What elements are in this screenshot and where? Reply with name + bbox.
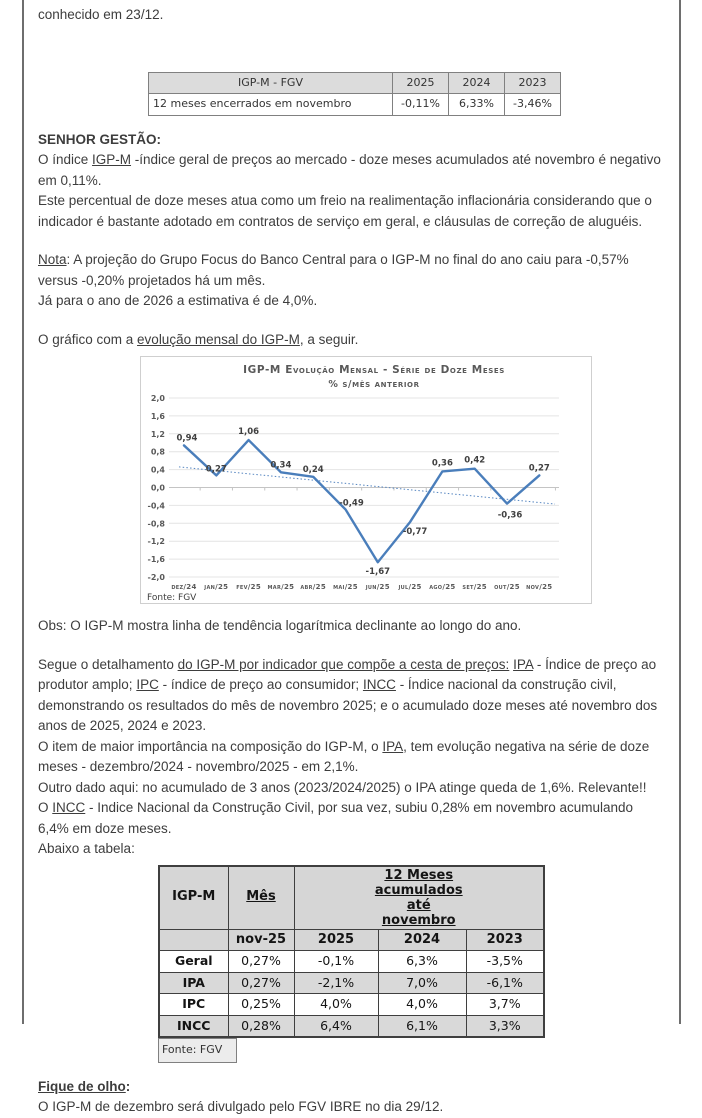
greeting-heading: SENHOR GESTÃO:: [38, 131, 162, 147]
text-segment: IGP-M: [92, 152, 132, 167]
cell: 4,0%: [294, 994, 378, 1016]
cell: -3,5%: [466, 951, 544, 973]
page-right-border: [679, 0, 681, 1024]
cell: 7,0%: [378, 972, 466, 994]
paragraph-estimativa-2026: [38, 291, 664, 312]
detail-header-12meses-lines: [295, 868, 544, 928]
detail-table-source: Fonte: FGV: [158, 1038, 237, 1063]
svg-text:nov/25: nov/25: [526, 583, 553, 591]
svg-text:IGP-M Evolução Mensal - Série: IGP-M Evolução Mensal - Série de Doze Meses: [243, 364, 505, 376]
cell: -6,1%: [466, 972, 544, 994]
summary-header-2024: 2024: [449, 72, 505, 94]
detail-subheader-nov25: nov-25: [228, 929, 294, 951]
text-segment: Segue o detalhamento: [38, 656, 178, 672]
text-segment: Outro dado aqui: no acumulado de 3 anos (2023/2024/2025) o IPA atinge queda de 1,6%. Relevante!!: [38, 779, 647, 795]
svg-text:-0,49: -0,49: [339, 498, 364, 509]
text-segment: - Índice de preço ao produtor amplo;: [38, 656, 657, 692]
svg-text:0,27: 0,27: [528, 463, 550, 474]
text-segment: -índice geral de preços ao mercado - doze meses acumulados até novembro é negativo em 0,11%.: [38, 152, 661, 188]
table-row-ipc: [159, 994, 544, 1016]
detail-subheader-row: [159, 929, 544, 951]
text-segment: O índice: [38, 152, 93, 167]
text-segment: Nota: [38, 252, 67, 267]
text-segment: Abaixo a tabela:: [38, 841, 135, 856]
svg-text:0,36: 0,36: [431, 458, 453, 469]
summary-table: [148, 72, 561, 116]
spacer: [38, 312, 664, 330]
summary-value-2023: -3,46%: [505, 94, 561, 116]
summary-header-label: IGP-M - FGV: [149, 72, 393, 94]
svg-text:dez/24: dez/24: [171, 583, 197, 591]
text-segment: : A projeção do Grupo Focus do Banco Central para o IGP-M no final do ano caiu para -0,57% versus -0,20% projetados há um mês.: [38, 252, 629, 288]
cell: 6,1%: [378, 1015, 466, 1037]
text-segment: INCC: [52, 800, 86, 815]
svg-text:ago/25: ago/25: [429, 583, 456, 591]
header-line: até: [406, 897, 431, 913]
detail-subheader-2023: 2023: [466, 929, 544, 951]
svg-text:jul/25: jul/25: [398, 583, 422, 591]
svg-text:-0,4: -0,4: [147, 501, 165, 511]
text-segment: - Indice Nacional da Construção Civil, por sua vez, subiu 0,28% em novembro acumulando 6,4% em doze meses.: [38, 800, 634, 836]
svg-text:-0,8: -0,8: [147, 519, 165, 529]
cell: -0,1%: [294, 951, 378, 973]
igpm-line-chart: [140, 356, 592, 604]
svg-text:0,94: 0,94: [176, 433, 198, 444]
document-content: [38, 0, 664, 1118]
summary-header-2025: 2025: [393, 72, 449, 94]
text-segment: IPA: [513, 656, 534, 672]
paragraph-freio-inflacionario: [38, 191, 664, 232]
svg-text:jun/25: jun/25: [365, 583, 390, 591]
page-left-border: [22, 0, 24, 1024]
svg-text:0,27: 0,27: [205, 464, 227, 475]
svg-text:mai/25: mai/25: [333, 583, 358, 591]
svg-text:fev/25: fev/25: [236, 583, 262, 591]
svg-text:2,0: 2,0: [150, 394, 165, 403]
text-segment: Fique de olho: [38, 1078, 126, 1094]
detail-header-row: [159, 866, 544, 930]
text-segment: Já para o ano de 2026 a estimativa é de 4,0%.: [38, 293, 318, 308]
text-segment: evolução mensal do IGP-M: [137, 331, 300, 347]
header-line: 12 Meses: [384, 867, 454, 883]
cell: 0,27%: [228, 972, 294, 994]
svg-text:-0,77: -0,77: [402, 526, 428, 537]
svg-text:-0,36: -0,36: [497, 510, 523, 521]
cell: 4,0%: [378, 994, 466, 1016]
svg-text:0,4: 0,4: [150, 465, 165, 475]
text-segment: , a seguir.: [299, 331, 359, 347]
svg-text:0,34: 0,34: [270, 460, 292, 471]
fique-de-olho-heading: [38, 1077, 664, 1098]
table-row-ipa: [159, 972, 544, 994]
cell: 0,25%: [228, 994, 294, 1016]
paragraph-detalhamento: [38, 655, 664, 737]
spacer: [38, 232, 664, 250]
summary-data-row: [149, 94, 561, 116]
detail-header-igpm: IGP-M: [159, 866, 228, 930]
svg-text:-1,6: -1,6: [147, 555, 165, 565]
svg-text:out/25: out/25: [494, 583, 520, 591]
paragraph-obs-tendencia: [38, 616, 664, 637]
paragraph-nota-focus: [38, 250, 664, 291]
text-segment: :: [125, 1078, 131, 1094]
svg-text:0,24: 0,24: [302, 464, 324, 475]
text-segment: - Índice nacional da construção civil, demonstrando os resultados do mês de novembro 2025; e o acumulado doze meses até novembro dos anos de 2025, 2024 e 2023.: [38, 677, 658, 733]
detail-subheader-2025: 2025: [294, 929, 378, 951]
text-segment: Este percentual de doze meses atua como um freio na realimentação inflacionária considerando que o indicador é bastante adotado em contratos de serviço em geral, e cláusulas de correção de aluguéis.: [38, 193, 652, 229]
svg-text:-1,2: -1,2: [147, 537, 165, 547]
svg-text:0,42: 0,42: [464, 455, 486, 466]
text-segment: INCC: [362, 677, 396, 692]
text-segment: O: [38, 800, 53, 815]
svg-text:1,2: 1,2: [150, 429, 165, 439]
text-segment: - índice de preço ao consumidor;: [158, 677, 363, 692]
igpm-chart-svg: [141, 357, 591, 603]
summary-value-2025: -0,11%: [393, 94, 449, 116]
detail-table: [158, 865, 545, 1039]
svg-text:0,8: 0,8: [150, 447, 165, 457]
svg-text:-2,0: -2,0: [147, 573, 165, 582]
row-label: INCC: [159, 1015, 228, 1037]
paragraph-divulgacao: [38, 1097, 664, 1118]
intro-text: conhecido em 23/12.: [38, 7, 164, 22]
paragraph-incc: [38, 798, 664, 839]
summary-header-row: [149, 72, 561, 94]
table-row-incc: [159, 1015, 544, 1037]
svg-text:% s/mês anterior: % s/mês anterior: [328, 379, 420, 390]
detail-header-mes: Mês: [228, 866, 294, 930]
table-row-geral: [159, 951, 544, 973]
svg-text:jan/25: jan/25: [204, 583, 229, 591]
cell: -2,1%: [294, 972, 378, 994]
svg-text:0,0: 0,0: [150, 483, 165, 493]
detail-header-12meses: [294, 866, 544, 930]
cell: 0,27%: [228, 951, 294, 973]
row-label: Geral: [159, 951, 228, 973]
row-label: IPC: [159, 994, 228, 1016]
detail-subheader-2024: 2024: [378, 929, 466, 951]
text-segment: , tem evolução negativa na série de doze meses - dezembro/2024 - novembro/2025 - em 2,1%.: [38, 738, 650, 774]
summary-value-2024: 6,33%: [449, 94, 505, 116]
header-line: acumulados: [374, 882, 463, 898]
spacer: [38, 637, 664, 655]
header-line: novembro: [381, 912, 456, 928]
cell: 0,28%: [228, 1015, 294, 1037]
paragraph-ipa-3anos: [38, 778, 664, 799]
text-segment: IPC: [136, 677, 159, 692]
paragraph-igpm-negative: [38, 150, 664, 191]
paragraph-abaixo-tabela: [38, 839, 664, 860]
text-segment: O item de maior importância na composição do IGP-M, o: [38, 738, 383, 754]
cell: 3,7%: [466, 994, 544, 1016]
cell: 3,3%: [466, 1015, 544, 1037]
summary-header-2023: 2023: [505, 72, 561, 94]
svg-text:1,06: 1,06: [238, 427, 260, 438]
cell: 6,4%: [294, 1015, 378, 1037]
svg-text:set/25: set/25: [462, 583, 487, 591]
summary-row-label: 12 meses encerrados em novembro: [149, 94, 393, 116]
svg-text:1,6: 1,6: [150, 411, 165, 421]
row-label: IPA: [159, 972, 228, 994]
svg-text:-1,67: -1,67: [365, 567, 391, 578]
svg-text:abr/25: abr/25: [300, 583, 327, 591]
svg-text:Fonte: FGV: Fonte: FGV: [147, 593, 197, 603]
text-segment: O gráfico com a: [38, 331, 138, 347]
cell: 6,3%: [378, 951, 466, 973]
paragraph-grafico-seguir: [38, 330, 664, 351]
text-segment: IPA: [382, 738, 404, 754]
svg-text:mar/25: mar/25: [267, 583, 295, 591]
text-segment: do IGP-M por indicador que compõe a cesta de preços:: [177, 656, 510, 672]
text-segment: Obs: O IGP-M mostra linha de tendência logarítmica declinante ao longo do ano.: [38, 618, 522, 633]
text-segment: O IGP-M de dezembro será divulgado pelo FGV IBRE no dia 29/12.: [38, 1099, 444, 1114]
detail-subheader-empty: [159, 929, 228, 951]
paragraph-ipa-evolucao: [38, 737, 664, 778]
